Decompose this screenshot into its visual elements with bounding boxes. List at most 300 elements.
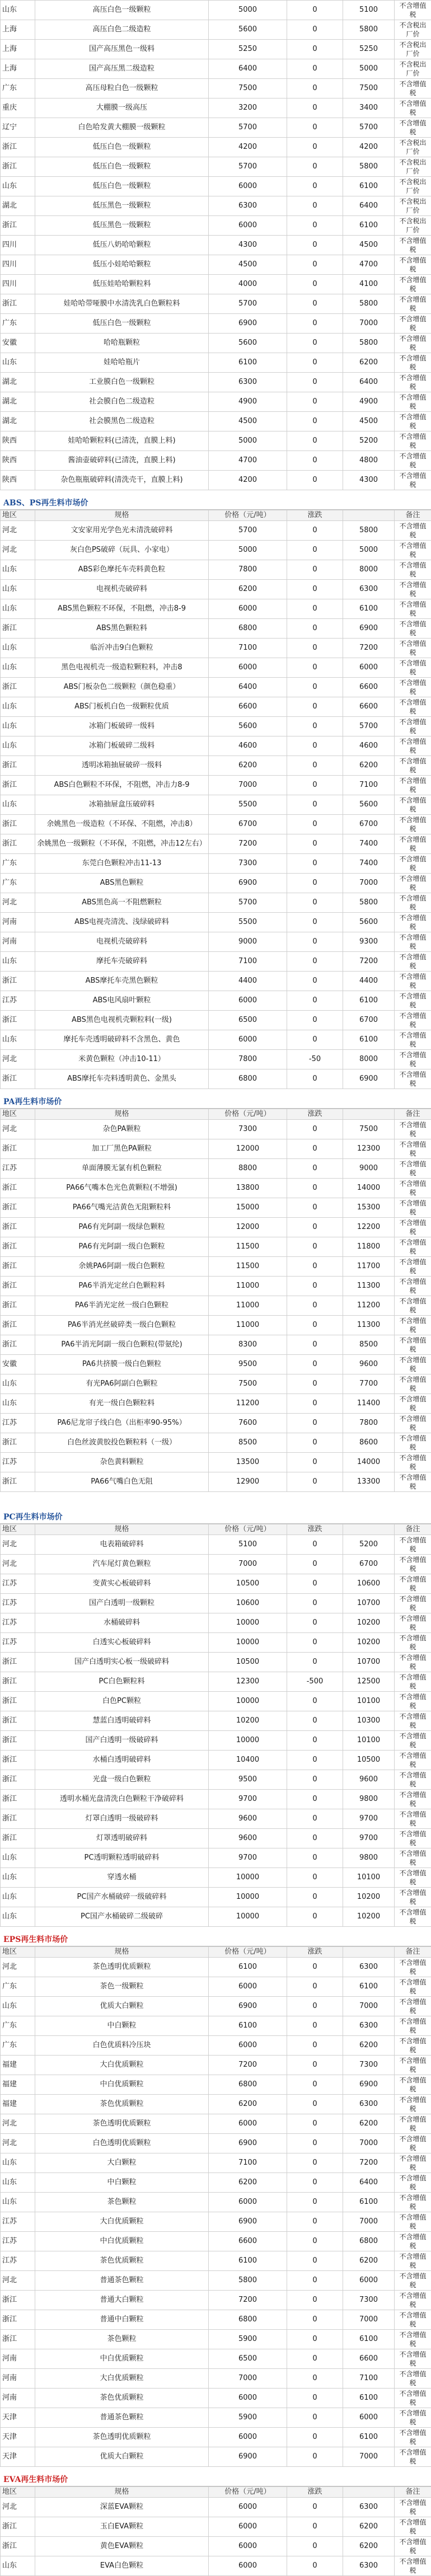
spec-cell: 杂色PA颗粒 <box>35 1120 209 1139</box>
price-cell: 6900 <box>209 314 287 334</box>
price-alt-cell: 7100 <box>343 2369 395 2389</box>
spec-cell: 白色透明优质颗粒 <box>35 2134 209 2153</box>
note-cell: 不含增值税 <box>395 353 431 373</box>
note-cell: 不含增值税 <box>395 1453 431 1472</box>
table-row <box>1 2056 431 2075</box>
region-cell: 河南 <box>1 913 35 932</box>
note-cell: 不含增值税 <box>395 98 431 118</box>
spec-cell: 摩托车壳破碎料 <box>35 952 209 972</box>
table-row <box>1 412 431 431</box>
region-cell: 河北 <box>1 2114 35 2134</box>
price-alt-cell: 6100 <box>343 2193 395 2212</box>
note-cell: 不含增值税 <box>395 619 431 639</box>
spec-cell: 娃哈哈颗粒料(已清洗，直膜上料) <box>35 431 209 451</box>
region-cell: 浙江 <box>1 1277 35 1296</box>
price-cell: 7200 <box>209 2056 287 2075</box>
spec-cell: 普通茶色颗粒 <box>35 2271 209 2291</box>
table-row <box>1 2369 431 2389</box>
change-cell: 0 <box>287 1 343 20</box>
region-cell: 江苏 <box>1 1453 35 1472</box>
region-cell: 广东 <box>1 1977 35 1997</box>
table-row <box>1 2075 431 2095</box>
column-header: 备注 <box>395 510 431 521</box>
region-cell: 浙江 <box>1 776 35 795</box>
section-title: ABS、PS再生料市场价 <box>0 497 431 510</box>
change-cell: 0 <box>287 1139 343 1159</box>
column-header: 地区 <box>1 2487 35 2498</box>
spec-cell: 国产高压黑色一级料 <box>35 40 209 59</box>
spec-cell: 余姚黑色一级颗粒（不环保，不阻燃，冲击12左右） <box>35 834 209 854</box>
region-cell: 浙江 <box>1 756 35 776</box>
note-cell: 不含增值税 <box>395 1613 431 1633</box>
change-cell: 0 <box>287 236 343 255</box>
region-cell: 浙江 <box>1 1139 35 1159</box>
change-cell: 0 <box>287 157 343 177</box>
change-cell: 0 <box>287 1069 343 1089</box>
table-row <box>1 392 431 412</box>
note-cell: 不含税出厂价 <box>395 196 431 216</box>
change-cell: 0 <box>287 2212 343 2232</box>
price-cell: 8300 <box>209 1335 287 1355</box>
region-cell: 河南 <box>1 932 35 952</box>
note-cell: 不含增值税 <box>395 2212 431 2232</box>
price-cell: 5900 <box>209 2330 287 2349</box>
table-row <box>1 2251 431 2271</box>
table-row <box>1 913 431 932</box>
spec-cell: 有光PA6阿副白色颗粒 <box>35 1374 209 1394</box>
region-cell: 福建 <box>1 2095 35 2114</box>
price-alt-cell: 7100 <box>343 776 395 795</box>
region-cell: 湖北 <box>1 196 35 216</box>
region-cell: 辽宁 <box>1 118 35 138</box>
price-cell: 9500 <box>209 1355 287 1374</box>
spec-cell: 低压黑色一级颗粒 <box>35 216 209 236</box>
region-cell: 山东 <box>1 1907 35 1927</box>
price-alt-cell: 5700 <box>343 118 395 138</box>
note-cell: 不含增值税 <box>395 1257 431 1277</box>
price-cell: 11000 <box>209 1277 287 1296</box>
table-header-row <box>1 1109 431 1120</box>
section-gap <box>0 490 431 497</box>
region-cell: 湖北 <box>1 412 35 431</box>
region-cell: 河北 <box>1 541 35 560</box>
change-cell: 0 <box>287 1868 343 1888</box>
change-cell: 0 <box>287 1555 343 1574</box>
spec-cell: 国产高压黑二级造粒 <box>35 59 209 79</box>
region-cell: 江苏 <box>1 1613 35 1633</box>
price-cell: 7500 <box>209 1374 287 1394</box>
spec-cell: 茶色优质颗粒 <box>35 2389 209 2408</box>
change-cell: 0 <box>287 1711 343 1731</box>
price-cell: 7200 <box>209 834 287 854</box>
price-alt-cell: 4900 <box>343 392 395 412</box>
column-header <box>343 1524 395 1535</box>
price-cell: 4000 <box>209 275 287 294</box>
price-alt-cell: 6200 <box>343 353 395 373</box>
price-cell: 11000 <box>209 1296 287 1316</box>
table-row <box>1 1751 431 1770</box>
price-alt-cell: 6100 <box>343 2389 395 2408</box>
spec-cell: 普通中白颗粒 <box>35 2310 209 2330</box>
change-cell: 0 <box>287 353 343 373</box>
note-cell: 不含增值税 <box>395 1316 431 1335</box>
region-cell: 山东 <box>1 560 35 580</box>
price-alt-cell: 6900 <box>343 619 395 639</box>
change-cell: 0 <box>287 1997 343 2016</box>
change-cell: 0 <box>287 2408 343 2428</box>
spec-cell: 国产白透明实心板一级破碎料 <box>35 1653 209 1672</box>
region-cell: 浙江 <box>1 216 35 236</box>
change-cell: 0 <box>287 560 343 580</box>
price-alt-cell: 6100 <box>343 1030 395 1050</box>
change-cell: 0 <box>287 795 343 815</box>
price-alt-cell: 5000 <box>343 541 395 560</box>
price-alt-cell: 5800 <box>343 893 395 913</box>
spec-cell: 工业膜白色一级颗粒 <box>35 373 209 392</box>
note-cell: 不含增值税 <box>395 874 431 893</box>
price-table <box>0 1524 431 1927</box>
spec-cell: PA6有光阿副一级绿色颗粒 <box>35 1218 209 1237</box>
price-cell: 13800 <box>209 1179 287 1198</box>
change-cell: 0 <box>287 893 343 913</box>
price-cell: 6000 <box>209 2428 287 2447</box>
note-cell: 不含增值税 <box>395 118 431 138</box>
column-header: 价格（元/吨） <box>209 510 287 521</box>
region-cell: 福建 <box>1 2075 35 2095</box>
price-cell: 6000 <box>209 216 287 236</box>
price-alt-cell: 6200 <box>343 2537 395 2556</box>
price-alt-cell: 4500 <box>343 236 395 255</box>
note-cell: 不含增值税 <box>395 736 431 756</box>
change-cell: 0 <box>287 1692 343 1711</box>
price-cell: 11000 <box>209 1316 287 1335</box>
price-alt-cell: 6800 <box>343 2232 395 2251</box>
note-cell: 不含增值税 <box>395 2251 431 2271</box>
note-cell: 不含增值税 <box>395 1653 431 1672</box>
price-cell: 7800 <box>209 560 287 580</box>
region-cell: 江苏 <box>1 1414 35 1433</box>
region-cell: 浙江 <box>1 2517 35 2537</box>
table-row <box>1 1198 431 1218</box>
note-cell: 不含增值税 <box>395 1711 431 1731</box>
region-cell: 浙江 <box>1 678 35 697</box>
note-cell: 不含增值税 <box>395 412 431 431</box>
change-cell: 0 <box>287 1829 343 1848</box>
region-cell: 山东 <box>1 952 35 972</box>
spec-cell: 大白优质颗粒 <box>35 2212 209 2232</box>
spec-cell: 低压白色一级颗粒 <box>35 138 209 157</box>
price-cell: 6000 <box>209 2537 287 2556</box>
price-cell: 12900 <box>209 1472 287 1492</box>
price-alt-cell: 11300 <box>343 1316 395 1335</box>
note-cell: 不含增值税 <box>395 1198 431 1218</box>
price-alt-cell: 7200 <box>343 952 395 972</box>
price-alt-cell: 9600 <box>343 1770 395 1790</box>
region-cell: 河北 <box>1 521 35 541</box>
note-cell: 不含增值税 <box>395 373 431 392</box>
price-alt-cell: 6100 <box>343 1977 395 1997</box>
table-row <box>1 1790 431 1809</box>
spec-cell: 低压娃哈哈颗粒料 <box>35 275 209 294</box>
price-cell: 5600 <box>209 20 287 40</box>
note-cell: 不含增值税 <box>395 2517 431 2537</box>
region-cell: 河北 <box>1 2134 35 2153</box>
change-cell: 0 <box>287 541 343 560</box>
price-alt-cell: 6300 <box>343 2095 395 2114</box>
price-alt-cell: 5600 <box>343 913 395 932</box>
spec-cell: 水桶白透明破碎料 <box>35 1751 209 1770</box>
region-cell: 浙江 <box>1 1653 35 1672</box>
spec-cell: ABS黑色高一不阻燃颗粒 <box>35 893 209 913</box>
spec-cell: 茶色透明优质颗粒 <box>35 2428 209 2447</box>
region-cell: 天津 <box>1 2447 35 2467</box>
change-cell: 0 <box>287 2349 343 2369</box>
table-row <box>1 2447 431 2467</box>
price-cell: 7600 <box>209 1414 287 1433</box>
table-row <box>1 2498 431 2517</box>
spec-cell: ABS门板杂色二级颗粒（颜色稳重） <box>35 678 209 697</box>
price-cell: 6000 <box>209 2517 287 2537</box>
change-cell: 0 <box>287 1574 343 1594</box>
region-cell: 浙江 <box>1 1433 35 1453</box>
note-cell: 不含增值税 <box>395 580 431 599</box>
table-header-row <box>1 2487 431 2498</box>
price-cell: 6500 <box>209 1011 287 1030</box>
price-alt-cell: 14000 <box>343 1179 395 1198</box>
spec-cell: 中白颗粒 <box>35 2173 209 2193</box>
column-header <box>343 1109 395 1120</box>
price-section <box>0 490 431 1089</box>
note-cell: 不含增值税 <box>395 1159 431 1179</box>
table-row <box>1 541 431 560</box>
price-alt-cell: 9300 <box>343 932 395 952</box>
table-row <box>1 1848 431 1868</box>
spec-cell: 灯罩白透明一级破碎料 <box>35 1809 209 1829</box>
column-header: 价格（元/吨） <box>209 1524 287 1535</box>
region-cell: 陕西 <box>1 451 35 471</box>
change-cell: 0 <box>287 1355 343 1374</box>
change-cell: 0 <box>287 2498 343 2517</box>
note-cell: 不含税出厂价 <box>395 157 431 177</box>
spec-cell: 大白颗粒 <box>35 2153 209 2173</box>
table-row <box>1 1829 431 1848</box>
change-cell: 0 <box>287 118 343 138</box>
price-cell: 13500 <box>209 1453 287 1472</box>
section-gap <box>0 1927 431 1934</box>
table-header-row <box>1 510 431 521</box>
table-row <box>1 1535 431 1555</box>
spec-cell: 电表箱破碎料 <box>35 1535 209 1555</box>
table-row <box>1 59 431 79</box>
price-cell: 6000 <box>209 991 287 1011</box>
change-cell: 0 <box>287 1809 343 1829</box>
table-row <box>1 2537 431 2556</box>
section-title: EPS再生料市场价 <box>0 1934 431 1946</box>
table-row <box>1 373 431 392</box>
spec-cell: 有光一级白色颗粒料 <box>35 1394 209 1414</box>
change-cell: 0 <box>287 1594 343 1613</box>
price-cell: 4200 <box>209 471 287 490</box>
change-cell: 0 <box>287 275 343 294</box>
price-cell: 6200 <box>209 2173 287 2193</box>
spec-cell: 杂色瓶瓶破碎料(清洗壳干，直膜上料) <box>35 471 209 490</box>
note-cell: 不含增值税 <box>395 1535 431 1555</box>
change-cell: 0 <box>287 697 343 717</box>
note-cell: 不含增值税 <box>395 854 431 874</box>
price-alt-cell: 8500 <box>343 1335 395 1355</box>
price-alt-cell: 4200 <box>343 138 395 157</box>
change-cell: 0 <box>287 431 343 451</box>
spec-cell: 低压黑色一级颗粒 <box>35 196 209 216</box>
note-cell: 不含增值税 <box>395 972 431 991</box>
change-cell: 0 <box>287 40 343 59</box>
price-alt-cell: 7000 <box>343 874 395 893</box>
region-cell: 天津 <box>1 2428 35 2447</box>
spec-cell: 冰箱门板破碎二级料 <box>35 736 209 756</box>
change-cell: 0 <box>287 2517 343 2537</box>
region-cell: 安徽 <box>1 1355 35 1374</box>
note-cell: 不含增值税 <box>395 1472 431 1492</box>
note-cell: 不含增值税 <box>395 795 431 815</box>
change-cell: 0 <box>287 1613 343 1633</box>
note-cell: 不含增值税 <box>395 1050 431 1069</box>
region-cell: 河北 <box>1 893 35 913</box>
region-cell: 江苏 <box>1 1574 35 1594</box>
price-alt-cell: 12300 <box>343 1139 395 1159</box>
spec-cell: 单面薄膜无氯有机色颗粒 <box>35 1159 209 1179</box>
table-row <box>1 1316 431 1335</box>
region-cell: 浙江 <box>1 1257 35 1277</box>
table-row <box>1 1433 431 1453</box>
price-alt-cell: 12500 <box>343 1672 395 1692</box>
spec-cell: PC透明颗粒透明破碎料 <box>35 1848 209 1868</box>
price-alt-cell: 9000 <box>343 1159 395 1179</box>
table-row <box>1 118 431 138</box>
table-row <box>1 1218 431 1237</box>
table-row <box>1 157 431 177</box>
note-cell: 不含增值税 <box>395 2036 431 2056</box>
region-cell: 广东 <box>1 314 35 334</box>
change-cell: 0 <box>287 521 343 541</box>
price-cell: 9700 <box>209 1848 287 1868</box>
column-header: 地区 <box>1 510 35 521</box>
price-alt-cell: 4100 <box>343 275 395 294</box>
region-cell: 浙江 <box>1 1198 35 1218</box>
column-header: 规格 <box>35 2487 209 2498</box>
table-row <box>1 580 431 599</box>
spec-cell: 娃哈哈瓶片 <box>35 353 209 373</box>
section-title: PC再生料市场价 <box>0 1511 431 1524</box>
column-header <box>343 1947 395 1958</box>
price-alt-cell: 10200 <box>343 1633 395 1653</box>
note-cell: 不含增值税 <box>395 1555 431 1574</box>
change-cell: 0 <box>287 2114 343 2134</box>
price-cell: 8800 <box>209 1159 287 1179</box>
change-cell: 0 <box>287 2389 343 2408</box>
price-alt-cell: 8600 <box>343 1433 395 1453</box>
price-alt-cell: 11800 <box>343 1237 395 1257</box>
price-cell: 6900 <box>209 874 287 893</box>
price-alt-cell: 12200 <box>343 1218 395 1237</box>
price-alt-cell: 11700 <box>343 1257 395 1277</box>
region-cell: 浙江 <box>1 815 35 834</box>
table-row <box>1 717 431 736</box>
change-cell: 0 <box>287 717 343 736</box>
price-cell: 6000 <box>209 2556 287 2576</box>
price-cell: 5700 <box>209 118 287 138</box>
note-cell: 不含增值税 <box>395 2232 431 2251</box>
spec-cell: PA6半消光定丝白色颗粒料 <box>35 1277 209 1296</box>
spec-cell: 社会膜白色二级造粒 <box>35 392 209 412</box>
note-cell: 不含增值税 <box>395 1335 431 1355</box>
change-cell: 0 <box>287 2537 343 2556</box>
note-cell: 不含增值税 <box>395 1030 431 1050</box>
column-header <box>343 2487 395 2498</box>
price-alt-cell: 10200 <box>343 1888 395 1907</box>
spec-cell: 深蓝EVA颗粒 <box>35 2498 209 2517</box>
table-row <box>1 1977 431 1997</box>
spec-cell: 茶色颗粒 <box>35 2193 209 2212</box>
price-cell: 6500 <box>209 2349 287 2369</box>
region-cell: 浙江 <box>1 2537 35 2556</box>
table-row <box>1 599 431 619</box>
price-cell: 9600 <box>209 1809 287 1829</box>
region-cell: 陕西 <box>1 431 35 451</box>
note-cell: 不含增值税 <box>395 1997 431 2016</box>
note-cell: 不含增值税 <box>395 334 431 353</box>
note-cell: 不含增值税 <box>395 2056 431 2075</box>
spec-cell: ABS门板机白色一级颗粒优质 <box>35 697 209 717</box>
change-cell: 0 <box>287 392 343 412</box>
change-cell: 0 <box>287 834 343 854</box>
region-cell: 浙江 <box>1 834 35 854</box>
price-cell: 8500 <box>209 1433 287 1453</box>
table-row <box>1 1868 431 1888</box>
note-cell: 不含增值税 <box>395 2330 431 2349</box>
table-row <box>1 1159 431 1179</box>
price-alt-cell: 11400 <box>343 1394 395 1414</box>
table-row <box>1 1907 431 1927</box>
table-row <box>1 893 431 913</box>
change-cell: -50 <box>287 1050 343 1069</box>
price-table <box>0 1109 431 1492</box>
region-cell: 重庆 <box>1 98 35 118</box>
column-header: 涨跌 <box>287 2487 343 2498</box>
price-cell: 6000 <box>209 2114 287 2134</box>
change-cell: 0 <box>287 451 343 471</box>
table-row <box>1 2389 431 2408</box>
column-header: 价格（元/吨） <box>209 1947 287 1958</box>
note-cell: 不含增值税 <box>395 275 431 294</box>
spec-cell: 临沂冲击9白色颗粒 <box>35 639 209 658</box>
column-header: 涨跌 <box>287 1524 343 1535</box>
change-cell: 0 <box>287 2428 343 2447</box>
change-cell: 0 <box>287 2291 343 2310</box>
price-alt-cell: 4800 <box>343 451 395 471</box>
change-cell: 0 <box>287 2447 343 2467</box>
spec-cell: ABS电视壳清洗、浅绿破碎料 <box>35 913 209 932</box>
price-cell: 10400 <box>209 1751 287 1770</box>
note-cell: 不含增值税 <box>395 236 431 255</box>
price-cell: 6100 <box>209 1958 287 1977</box>
change-cell: 0 <box>287 874 343 893</box>
change-cell: 0 <box>287 2556 343 2576</box>
price-alt-cell: 7200 <box>343 639 395 658</box>
note-cell: 不含增值税 <box>395 1011 431 1030</box>
note-cell: 不含增值税 <box>395 294 431 314</box>
table-row <box>1 560 431 580</box>
region-cell: 山东 <box>1 2173 35 2193</box>
